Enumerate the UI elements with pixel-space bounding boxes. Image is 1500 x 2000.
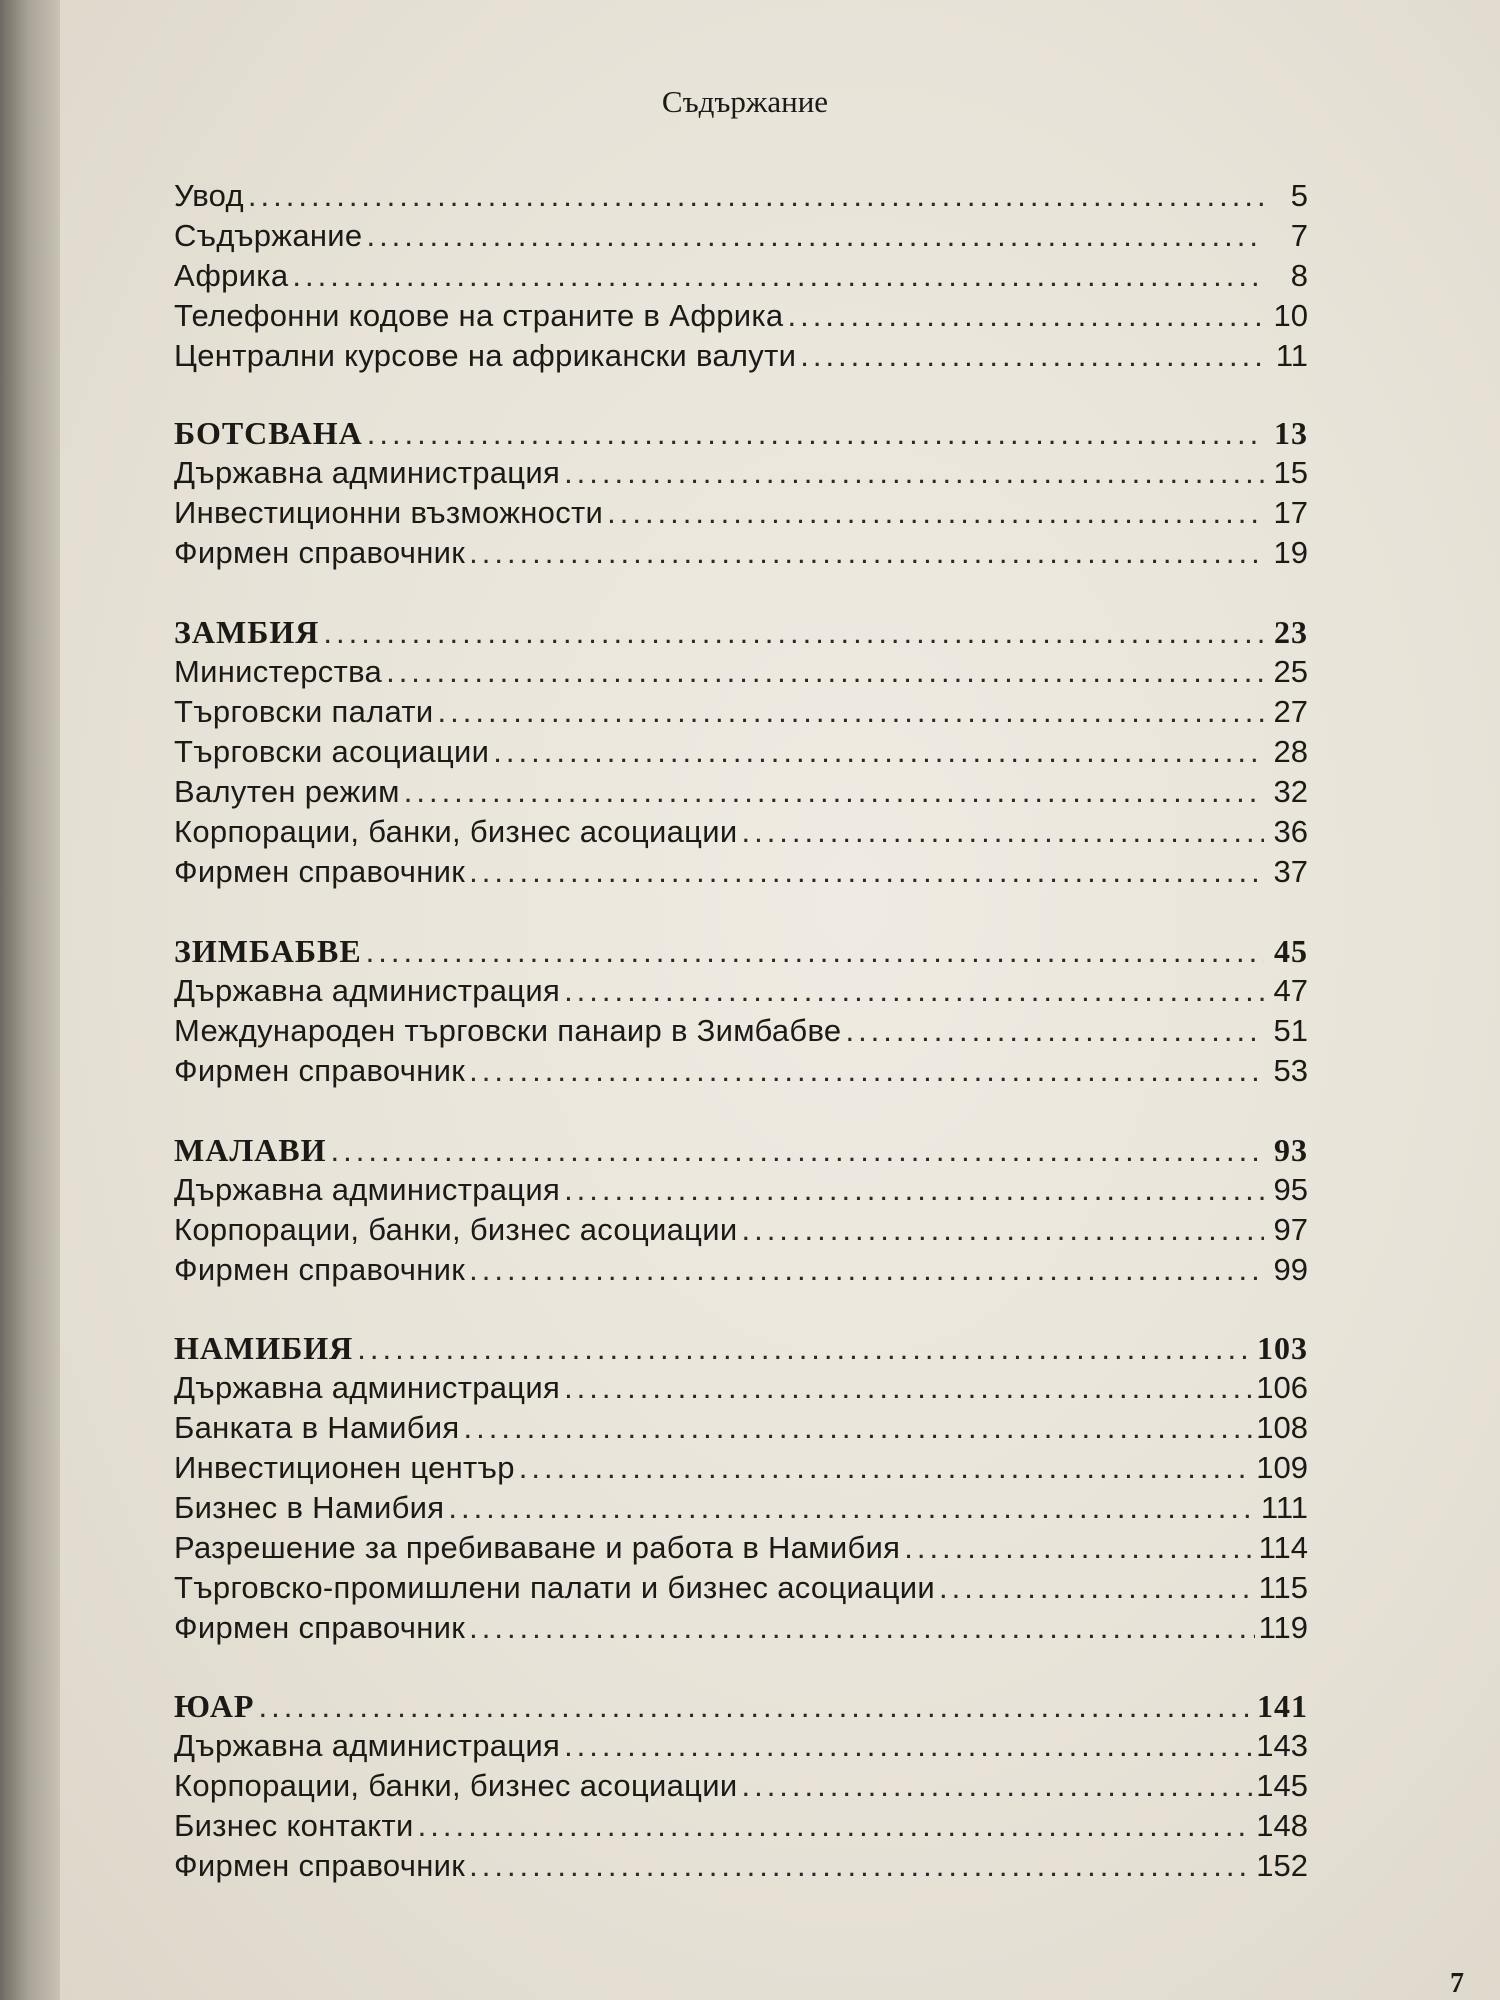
dot-leader: [469, 1610, 1254, 1646]
toc-page-number: 114: [1258, 1530, 1308, 1565]
toc-page-number: 148: [1256, 1808, 1308, 1843]
toc-page-number: 36: [1273, 814, 1308, 849]
toc-page-number: 95: [1273, 1172, 1308, 1207]
toc-entry-row: [174, 1490, 1308, 1530]
toc-page-number: 19: [1273, 535, 1308, 570]
toc-entry-title: Търговско-промишлени палати и бизнес асоциации: [174, 1570, 935, 1605]
toc-entry-title: Фирмен справочник: [174, 1610, 466, 1645]
dot-leader: [904, 1530, 1254, 1566]
toc-entry-row: [174, 1728, 1308, 1768]
toc-page-number: 28: [1273, 734, 1308, 769]
page-heading: Съдържание: [661, 84, 829, 119]
dot-leader: [493, 734, 1264, 770]
toc-entry-row: [174, 654, 1308, 694]
toc-entry-row: [174, 1450, 1308, 1490]
toc-page-number: 17: [1273, 495, 1308, 530]
toc-page-number: 106: [1256, 1370, 1308, 1405]
toc-entry-row: [174, 694, 1308, 734]
toc-section-row: [174, 1132, 1308, 1172]
toc-entry-row: [174, 338, 1308, 378]
toc-entry-row: [174, 973, 1308, 1013]
toc-entry-row: [174, 1370, 1308, 1410]
toc-entry-title: Банката в Намибия: [174, 1410, 460, 1445]
toc-entry-title: Увод: [174, 178, 244, 213]
toc-page-number: 103: [1257, 1330, 1308, 1366]
dot-leader: [404, 774, 1264, 810]
toc-entry-row: [174, 1252, 1308, 1292]
toc-section-row: [174, 415, 1308, 455]
toc-entry-row: [174, 814, 1308, 854]
dot-leader: [519, 1450, 1253, 1486]
toc-page-number: 15: [1273, 455, 1308, 490]
toc-entry-row: [174, 298, 1308, 338]
toc-entry-title: Фирмен справочник: [174, 1848, 466, 1883]
toc-page-number: 53: [1273, 1053, 1308, 1088]
dot-leader: [607, 495, 1264, 531]
toc-page-number: 37: [1273, 854, 1308, 889]
toc-entry-title: Фирмен справочник: [174, 535, 466, 570]
dot-leader: [366, 218, 1264, 254]
toc-entry-title: Държавна администрация: [174, 1172, 561, 1207]
toc-entry-title: Държавна администрация: [174, 1728, 561, 1763]
toc-page-number: 5: [1290, 178, 1308, 213]
dot-leader: [564, 1370, 1252, 1406]
toc-entry-row: [174, 178, 1308, 218]
toc-entry-title: Бизнес в Намибия: [174, 1490, 445, 1525]
toc-page-number: 51: [1273, 1013, 1308, 1048]
toc-entry-title: Международен търговски панаир в Зимбабве: [174, 1013, 842, 1048]
toc-entry-row: [174, 1212, 1308, 1252]
toc-entry-row: [174, 1808, 1308, 1848]
toc-section-row: [174, 1330, 1308, 1370]
dot-leader: [464, 1410, 1253, 1446]
dot-leader: [366, 934, 1264, 970]
toc-page-number: 141: [1257, 1688, 1308, 1724]
dot-leader: [448, 1490, 1257, 1526]
toc-entry-title: Валутен режим: [174, 774, 400, 809]
dot-leader: [741, 1768, 1252, 1804]
toc-page-number: 99: [1273, 1252, 1308, 1287]
toc-entry-title: Фирмен справочник: [174, 854, 466, 889]
dot-leader: [357, 1331, 1253, 1367]
dot-leader: [741, 1212, 1264, 1248]
dot-leader: [469, 1053, 1264, 1089]
toc-page-number: 115: [1258, 1570, 1308, 1605]
toc-page-number: 109: [1256, 1450, 1308, 1485]
toc-entry-row: [174, 1530, 1308, 1570]
dot-leader: [331, 1133, 1265, 1169]
toc-entry-title: Корпорации, банки, бизнес асоциации: [174, 814, 738, 849]
dot-leader: [564, 1172, 1264, 1208]
dot-leader: [564, 1728, 1252, 1764]
page-number: 7: [1450, 1968, 1464, 1999]
toc-entry-title: Държавна администрация: [174, 455, 561, 490]
dot-leader: [323, 615, 1264, 651]
toc-entry-row: [174, 495, 1308, 535]
toc-entry-row: [174, 535, 1308, 575]
toc-page-number: 7: [1290, 218, 1308, 253]
toc-entry-title: Телефонни кодове на страните в Африка: [174, 298, 784, 333]
dot-leader: [741, 814, 1264, 850]
toc-page-number: 119: [1258, 1610, 1308, 1645]
toc-page-number: 25: [1273, 654, 1308, 689]
toc-entry-title: Корпорации, банки, бизнес асоциации: [174, 1768, 738, 1803]
toc-section-title: ЗАМБИЯ: [174, 614, 320, 650]
dot-leader: [469, 535, 1264, 571]
toc-page-number: 108: [1256, 1410, 1308, 1445]
toc-entry-title: Фирмен справочник: [174, 1252, 466, 1287]
toc-entry-row: [174, 1013, 1308, 1053]
toc-entry-row: [174, 1410, 1308, 1450]
dot-leader: [438, 694, 1264, 730]
toc-section-row: [174, 933, 1308, 973]
toc-page-number: 152: [1256, 1848, 1308, 1883]
toc-page-number: 23: [1274, 614, 1308, 650]
dot-leader: [386, 654, 1264, 690]
dot-leader: [292, 258, 1264, 294]
dot-leader: [564, 455, 1264, 491]
dot-leader: [418, 1808, 1253, 1844]
toc-entry-title: Бизнес контакти: [174, 1808, 414, 1843]
toc-entry-title: Африка: [174, 258, 289, 293]
dot-leader: [800, 338, 1264, 374]
toc-page-number: 97: [1273, 1212, 1308, 1247]
toc-section-title: НАМИБИЯ: [174, 1330, 354, 1366]
toc-entry-title: Търговски асоциации: [174, 734, 490, 769]
dot-leader: [564, 973, 1264, 1009]
dot-leader: [469, 854, 1264, 890]
toc-entry-row: [174, 1610, 1308, 1650]
toc-entry-row: [174, 1053, 1308, 1093]
toc-entry-title: Държавна администрация: [174, 973, 561, 1008]
dot-leader: [258, 1689, 1253, 1725]
dot-leader: [939, 1570, 1255, 1606]
toc-entry-title: Разрешение за пребиваване и работа в Намибия: [174, 1530, 901, 1565]
toc-entry-title: Съдържание: [174, 218, 363, 253]
toc-entry-title: Корпорации, банки, бизнес асоциации: [174, 1212, 738, 1247]
toc-entry-title: Инвестиционен център: [174, 1450, 515, 1485]
toc-page-number: 45: [1274, 933, 1308, 969]
toc-page-number: 111: [1260, 1490, 1308, 1525]
toc-entry-row: [174, 774, 1308, 814]
toc-entry-row: [174, 854, 1308, 894]
toc-entry-row: [174, 1768, 1308, 1808]
toc-section-title: ЮАР: [174, 1688, 255, 1724]
toc-entry-title: Централни курсове на африкански валути: [174, 338, 797, 373]
toc-page-number: 143: [1256, 1728, 1308, 1763]
toc-page-number: 27: [1273, 694, 1308, 729]
dot-leader: [469, 1848, 1252, 1884]
toc-page-number: 93: [1274, 1132, 1308, 1168]
dot-leader: [367, 416, 1264, 452]
dot-leader: [469, 1252, 1264, 1288]
toc-entry-title: Министерства: [174, 654, 383, 689]
toc-page-number: 11: [1275, 338, 1308, 373]
toc-entry-title: Фирмен справочник: [174, 1053, 466, 1088]
toc-entry-title: Държавна администрация: [174, 1370, 561, 1405]
toc-entry-row: [174, 455, 1308, 495]
toc-section-title: ЗИМБАБВЕ: [174, 933, 362, 969]
toc-entry-row: [174, 218, 1308, 258]
dot-leader: [845, 1013, 1264, 1049]
toc-page-number: 32: [1273, 774, 1308, 809]
toc-entry-title: Инвестиционни възможности: [174, 495, 604, 530]
toc-page-number: 13: [1274, 415, 1308, 451]
toc-entry-row: [174, 1172, 1308, 1212]
toc-entry-row: [174, 258, 1308, 298]
toc-page-number: 8: [1290, 258, 1308, 293]
toc-section-row: [174, 614, 1308, 654]
toc-section-title: МАЛАВИ: [174, 1132, 327, 1168]
toc-page-number: 47: [1273, 973, 1308, 1008]
toc-entry-row: [174, 1848, 1308, 1888]
toc-entry-row: [174, 1570, 1308, 1610]
toc-page-number: 10: [1273, 298, 1308, 333]
toc-section-title: БОТСВАНА: [174, 415, 363, 451]
dot-leader: [787, 298, 1264, 334]
toc-entry-row: [174, 734, 1308, 774]
toc-section-row: [174, 1688, 1308, 1728]
dot-leader: [248, 178, 1264, 214]
toc-page-number: 145: [1256, 1768, 1308, 1803]
toc-entry-title: Търговски палати: [174, 694, 434, 729]
